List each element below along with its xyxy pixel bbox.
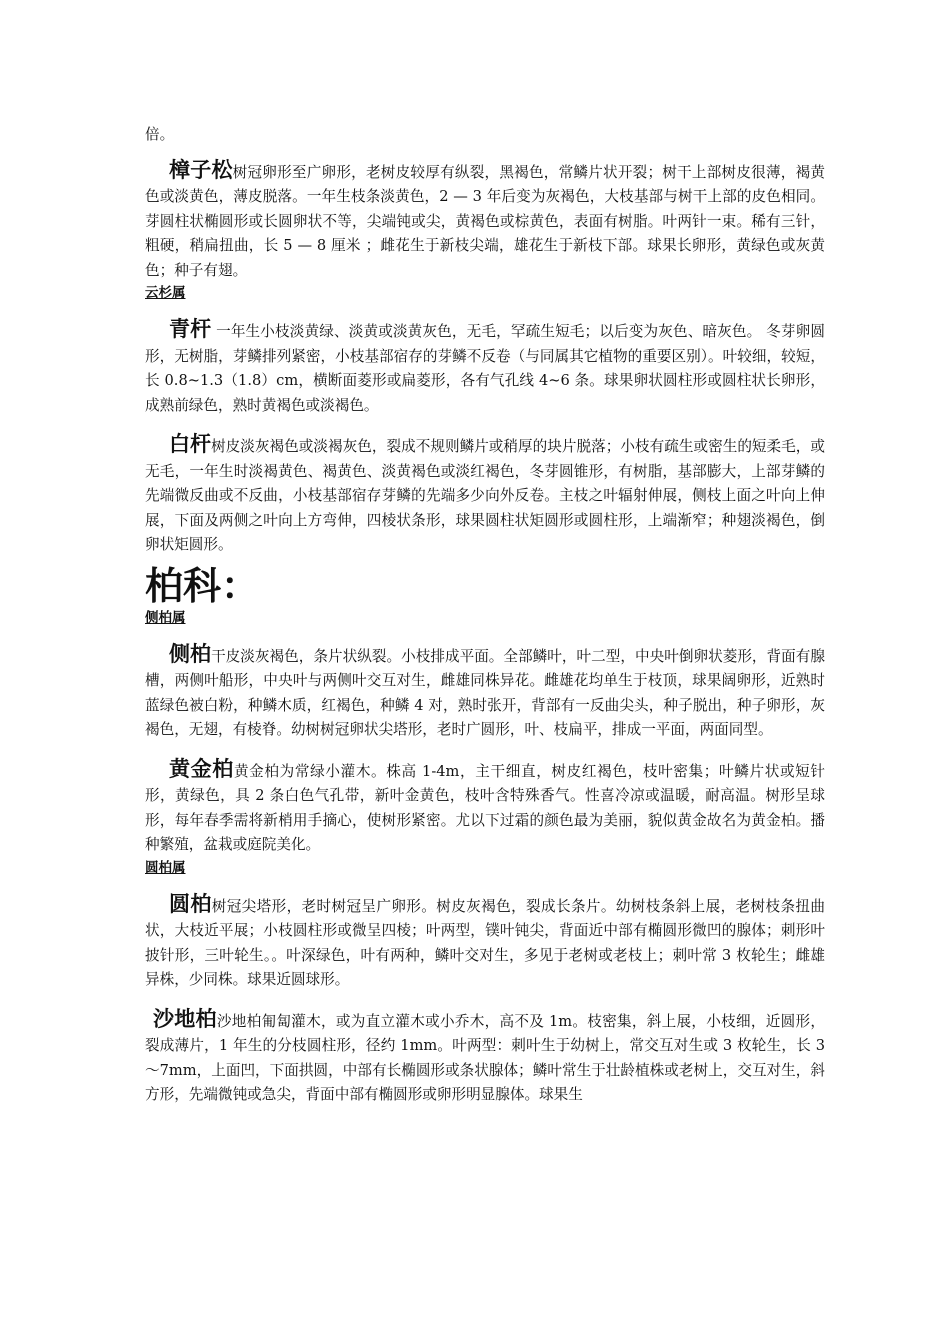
entry-term: 圆柏 xyxy=(169,891,212,916)
document-page xyxy=(145,0,825,1108)
entry-term: 黄金柏 xyxy=(169,756,234,781)
entry-huangjinbai xyxy=(145,757,825,858)
entry-yuanbai xyxy=(145,892,825,993)
entry-text: 树冠尖塔形，老时树冠呈广卵形。树皮灰褐色，裂成长条片。幼树枝条斜上展，老树枝条扭曲状，大枝近平展；小枝圆柱形或微呈四棱；叶两型，镤叶钝尖，背面近中部有椭圆形微凹的腺体；刺形叶披针形，三叶轮生。。叶深绿色，叶有两种，鳞叶交对生，多见于老树或老枝上；刺叶常 3 枚轮生；雌雄异株，少同株。球果近圆球形。 xyxy=(145,897,825,988)
entry-baiqian xyxy=(145,432,825,558)
entry-shadibai xyxy=(145,1007,825,1108)
genus-heading-yuanbai: 圆柏属 xyxy=(145,859,186,876)
entry-text: 干皮淡灰褐色，条片状纵裂。小枝排成平面。全部鳞叶，叶二型，中央叶倒卵状菱形，背面有腺槽，两侧叶船形，中央叶与两侧叶交互对生，雌雄同株异花。雌雄花均单生于枝顶，球果阔卵形，近熟时蓝绿色被白粉，种鳞木质，红褐色，种鳞 4 对，熟时张开，背部有一反曲尖头，种子脱出，种子卵形，灰褐色，无翅，有棱脊。幼树树冠卵状尖塔形，老时广圆形，叶、枝扁平，排成一平面，两面同型。 xyxy=(145,647,826,738)
entry-text: 黄金柏为常绿小灌木。株高 1-4m，主干细直，树皮红褐色，枝叶密集；叶鳞片状或短针形，黄绿色，具 2 条白色气孔带，新叶金黄色，枝叶含特殊香气。性喜冷凉或温暖，耐高温。树形呈球形，每年春季需将新梢用手摘心，使树形紧密。尤以下过霜的颜色最为美丽，貌似黄金故名为黄金柏。播种繁殖，盆栽或庭院美化。 xyxy=(145,762,826,853)
entry-term: 白杆 xyxy=(169,432,212,456)
entry-text: 沙地柏匍匐灌木，或为直立灌木或小乔木，高不及 1m。枝密集，斜上展，小枝细，近圆形，裂成薄片，1 年生的分枝圆柱形，径约 1mm。叶两型：刺叶生于幼树上，常交互对生或 3 枚轮生，长 3～7mm，上面凹，下面拱圆，中部有长椭圆形或条状腺体；鳞叶常生于壮龄植株或老树上，交互对生，斜方形，先端微钝或急尖，背面中部有椭圆形或卵形明显腺体。球果生 xyxy=(145,1012,825,1103)
intro-tail: 倍。 xyxy=(145,126,175,143)
genus-heading-yunshan: 云杉属 xyxy=(145,285,186,301)
genus-heading-cebai: 侧柏属 xyxy=(145,609,186,626)
entry-term: 樟子松 xyxy=(169,157,233,182)
entry-zhangzisong xyxy=(145,158,825,284)
entry-text: 树皮淡灰褐色或淡褐灰色，裂成不规则鳞片或稍厚的块片脱落；小枝有疏生或密生的短柔毛，或无毛，一年生时淡褐黄色、褐黄色、淡黄褐色或淡红褐色，冬芽圆锥形，有树脂，基部膨大，上部芽鳞的先端微反曲或不反曲，小枝基部宿存芽鳞的先端多少向外反卷。主枝之叶辐射伸展，侧枝上面之叶向上伸展，下面及两侧之叶向上方弯伸，四棱状条形，球果圆柱状矩圆形或圆柱形，上端渐窄；种翅淡褐色，倒卵状矩圆形。 xyxy=(145,438,826,553)
entry-term: 侧柏 xyxy=(169,641,212,666)
family-heading: 柏科： xyxy=(145,563,260,608)
entry-text: 树冠卵形至广卵形，老树皮较厚有纵裂，黑褐色，常鳞片状开裂；树干上部树皮很薄，褐黄色或淡黄色，薄皮脱落。一年生枝条淡黄色，2 — 3 年后变为灰褐色，大枝基部与树干上部的皮色相同。芽圆柱状椭圆形或长圆卵状不等，尖端钝或尖，黄褐色或棕黄色，表面有树脂。叶两针一束。稀有三针，粗硬，稍扁扭曲，长 5 — 8 厘米 ；雌花生于新枝尖端，雄花生于新枝下部。球果长卵形，黄绿色或灰黄色；种子有翅。 xyxy=(145,163,826,279)
entry-text: 一年生小枝淡黄绿、淡黄或淡黄灰色，无毛，罕疏生短毛；以后变为灰色、暗灰色。 冬芽卵圆形，无树脂，芽鳞排列紧密，小枝基部宿存的芽鳞不反卷（与同属其它植物的重要区别）。叶较细，较短，长 0.8~1.3（1.8）cm，横断面菱形或扁菱形，各有气孔线 4~6 条。球果卵状圆柱形或圆柱状长卵形，成熟前绿色，熟时黄褐色或淡褐色。 xyxy=(145,323,825,414)
entry-term: 沙地柏 xyxy=(153,1006,217,1031)
entry-qingqian xyxy=(145,317,825,418)
entry-cebai xyxy=(145,642,825,743)
entry-term: 青杆 xyxy=(169,317,212,341)
